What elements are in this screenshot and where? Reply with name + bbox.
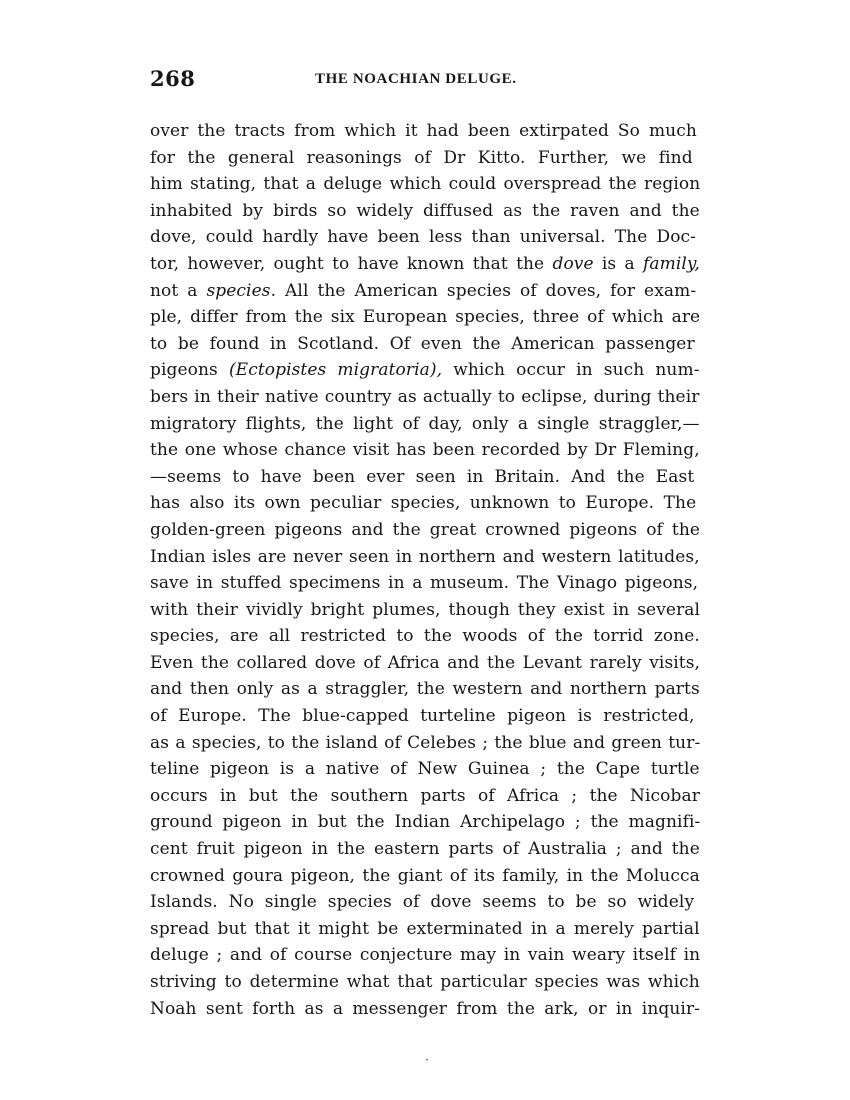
text-segment: of Europe. The blue-capped turteline pigeon is restricted, — [150, 706, 695, 727]
text-segment: Indian isles are never seen in northern and western latitudes, — [150, 546, 700, 567]
text-line — [150, 996, 700, 1023]
text-line — [150, 969, 700, 996]
text-segment: as a species, to the island of Celebes ; the blue and green tur- — [150, 732, 700, 753]
text-line — [150, 916, 700, 943]
text-line — [150, 783, 700, 810]
italic-text: dove — [552, 253, 594, 274]
text-line — [150, 517, 700, 544]
text-line — [150, 384, 700, 411]
text-line — [150, 118, 700, 145]
text-line — [150, 544, 700, 571]
italic-text: species. — [206, 280, 277, 301]
text-line — [150, 251, 700, 278]
text-line — [150, 331, 700, 358]
text-segment: which occur in such num- — [442, 360, 700, 381]
text-line — [150, 703, 700, 730]
page-number: 268 — [150, 66, 196, 91]
text-line — [150, 809, 700, 836]
text-segment: over the tracts from which it had been extirpated So much — [150, 121, 697, 141]
text-segment: Noah sent forth as a messenger from the ark, or in inquir- — [150, 998, 700, 1019]
text-line — [150, 730, 700, 757]
italic-text: family, — [642, 253, 700, 274]
text-segment: bers in their native country as actually to eclipse, during their — [150, 386, 700, 407]
text-segment: —seems to have been ever seen in Britain. And the East — [150, 466, 695, 487]
text-line — [150, 464, 700, 491]
text-line — [150, 570, 700, 597]
text-segment: occurs in but the southern parts of Africa ; the Nicobar — [150, 785, 700, 806]
text-line — [150, 224, 700, 251]
italic-text: (Ectopistes migratoria), — [228, 360, 443, 381]
text-line — [150, 676, 700, 703]
text-line — [150, 623, 700, 650]
text-segment: golden-green pigeons and the great crowned pigeons of the — [150, 519, 700, 540]
text-segment: species, are all restricted to the woods of the torrid zone. — [150, 626, 700, 647]
text-segment: the one whose chance visit has been recorded by Dr Fleming, — [150, 440, 700, 461]
footer-mark: · — [425, 1053, 429, 1067]
text-segment: to be found in Scotland. Of even the American passenger — [150, 333, 695, 354]
text-segment: crowned goura pigeon, the giant of its family, in the Molucca — [150, 865, 700, 886]
running-head: THE NOACHIAN DELUGE. — [315, 71, 517, 87]
text-line — [150, 597, 700, 624]
text-line — [150, 171, 700, 198]
text-line — [150, 437, 700, 464]
text-segment: striving to determine what that particular species was which — [150, 972, 700, 992]
text-segment: for the general reasonings of Dr Kitto. Further, we find — [150, 147, 693, 168]
text-line — [150, 942, 700, 969]
text-line — [150, 145, 700, 172]
text-line — [150, 863, 700, 890]
text-segment: spread but that it might be exterminated in a merely partial — [150, 918, 700, 939]
text-line — [150, 836, 700, 863]
text-line — [150, 357, 700, 384]
body-text — [150, 118, 700, 1022]
text-segment: him stating, that a deluge which could overspread the region — [150, 174, 700, 195]
text-line — [150, 411, 700, 438]
text-line — [150, 889, 700, 916]
text-line — [150, 756, 700, 783]
text-segment: save in stuffed specimens in a museum. The Vinago pigeons, — [150, 573, 699, 594]
text-segment: deluge ; and of course conjecture may in vain weary itself in — [150, 945, 700, 966]
text-segment: cent fruit pigeon in the eastern parts of Australia ; and the — [150, 839, 700, 860]
text-segment: Islands. No single species of dove seems to be so widely — [150, 892, 695, 913]
text-segment: All the American species of doves, for exam- — [276, 280, 697, 301]
text-segment: Even the collared dove of Africa and the Levant rarely visits, — [150, 652, 700, 673]
text-segment: is a — [593, 253, 643, 274]
text-line — [150, 490, 700, 517]
text-segment: teline pigeon is a native of New Guinea ; the Cape turtle — [150, 759, 700, 780]
text-line — [150, 304, 700, 331]
text-segment: migratory flights, the light of day, only a single straggler,— — [150, 413, 700, 434]
text-line — [150, 650, 700, 677]
text-segment: pigeons — [150, 360, 229, 381]
text-segment: and then only as a straggler, the western and northern parts — [150, 679, 700, 700]
text-segment: tor, however, ought to have known that the — [150, 253, 553, 274]
text-segment: has also its own peculiar species, unknown to Europe. The — [150, 493, 697, 514]
text-segment: inhabited by birds so widely diffused as the raven and the — [150, 200, 700, 221]
page-header — [150, 66, 700, 96]
text-segment: dove, could hardly have been less than universal. The Doc- — [150, 227, 696, 248]
text-segment: with their vividly bright plumes, though they exist in several — [150, 599, 700, 620]
text-segment: ground pigeon in but the Indian Archipelago ; the magnifi- — [150, 812, 700, 833]
text-segment: ple, differ from the six European species, three of which are — [150, 307, 700, 328]
text-segment: not a — [150, 280, 207, 301]
text-line — [150, 198, 700, 225]
text-line — [150, 278, 700, 305]
